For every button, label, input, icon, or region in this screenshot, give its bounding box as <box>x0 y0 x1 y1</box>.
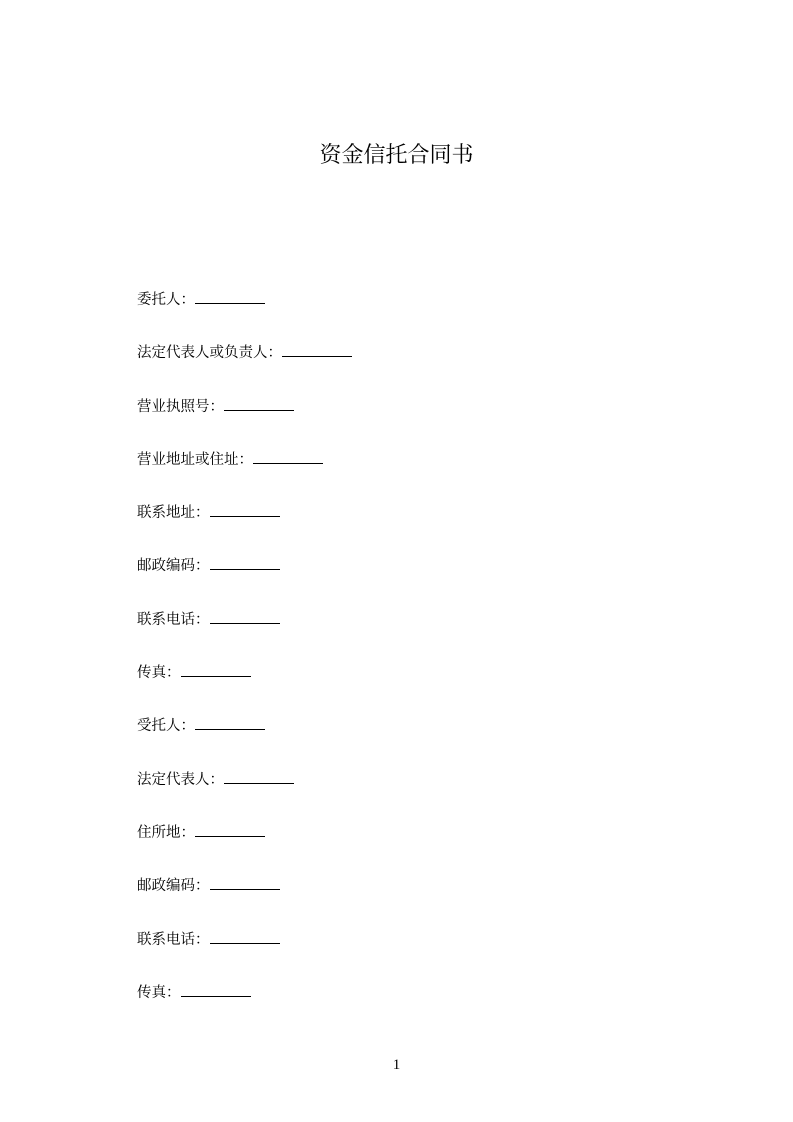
field-client-fax <box>137 662 352 715</box>
field-label: 营业地址或住址： <box>137 451 253 468</box>
field-label: 邮政编码： <box>137 878 210 895</box>
field-trustee-legal-rep <box>137 769 352 822</box>
field-trustee <box>137 715 352 768</box>
field-label: 邮政编码： <box>137 558 210 575</box>
field-trustee-phone <box>137 929 352 982</box>
field-client <box>137 289 352 342</box>
field-label: 受托人： <box>137 718 195 735</box>
field-label: 住所地： <box>137 824 195 841</box>
field-label: 传真： <box>137 665 181 682</box>
field-trustee-postcode <box>137 875 352 928</box>
field-contact-address <box>137 502 352 555</box>
blank-line <box>210 502 280 517</box>
party-info-list <box>137 289 352 1035</box>
field-client-postcode <box>137 555 352 608</box>
blank-line <box>210 875 280 890</box>
blank-line <box>181 662 251 677</box>
blank-line <box>195 289 265 304</box>
blank-line <box>224 769 294 784</box>
blank-line <box>195 822 265 837</box>
field-label: 法定代表人： <box>137 771 224 788</box>
field-label: 联系电话： <box>137 931 210 948</box>
field-business-address <box>137 449 352 502</box>
blank-line <box>210 555 280 570</box>
field-label: 联系地址： <box>137 505 210 522</box>
field-label: 联系电话： <box>137 611 210 628</box>
field-client-phone <box>137 609 352 662</box>
document-title: 资金信托合同书 <box>319 143 474 168</box>
blank-line <box>224 396 294 411</box>
field-trustee-domicile <box>137 822 352 875</box>
field-business-license <box>137 396 352 449</box>
blank-line <box>181 982 251 997</box>
blank-line <box>210 929 280 944</box>
field-label: 法定代表人或负责人： <box>137 345 282 362</box>
blank-line <box>282 342 352 357</box>
field-client-legal-rep <box>137 342 352 395</box>
field-label: 传真： <box>137 984 181 1001</box>
field-label: 营业执照号： <box>137 398 224 415</box>
field-trustee-fax <box>137 982 352 1035</box>
page-number: 1 <box>392 1057 401 1073</box>
field-label: 委托人： <box>137 292 195 308</box>
blank-line <box>253 449 323 464</box>
blank-line <box>195 715 265 730</box>
blank-line <box>210 609 280 624</box>
